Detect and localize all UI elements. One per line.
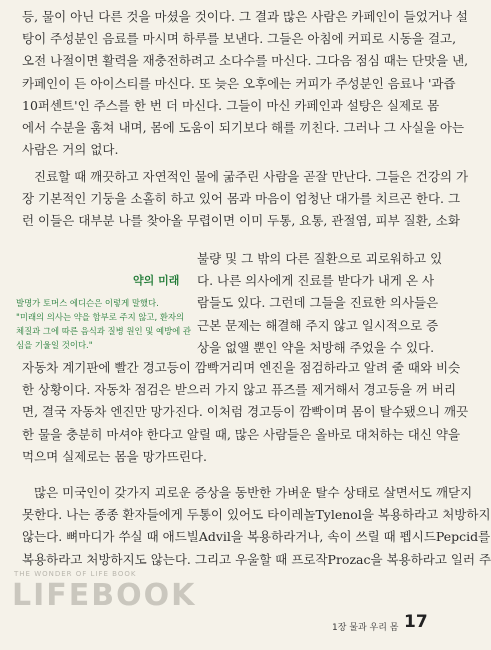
lifebook-logo: LIFEBOOK [12,578,197,613]
paragraph-2-wrap [197,248,443,359]
sidebar-line: 발명가 토머스 에디슨은 이렇게 말했다. [16,298,159,308]
text-line: 탕이 주성분인 음료를 마시며 하루를 보낸다. 그들은 아침에 커피로 시동을 걸고, [22,31,457,47]
text-line: 등, 물이 아닌 다른 것을 마셨을 것이다. 그 결과 많은 사람은 카페인이 들었거나 설 [22,9,469,24]
text-line: 사람은 거의 없다. [22,142,119,158]
text-line: 복용하라고 처방하지도 않는다. 그리고 우울할 때 프로작Prozac을 복용하라고 일러 주 [22,551,491,567]
text-line: 않는다. 뼈마디가 쑤실 때 애드빌Advil을 복용하라거나, 속이 쓰릴 때 펩시드Pepcid를 [22,529,491,545]
paragraph-1 [22,6,469,161]
sidebar-line: 심을 기울일 것이다." [16,340,93,350]
chapter-label: 1장 물과 우리 몸 [332,623,399,633]
text-line: 불량 및 그 밖의 다른 질환으로 괴로워하고 있 [197,251,443,266]
text-line: 람들도 있다. 그런데 그들을 진료한 의사들은 [197,295,439,311]
text-line: 많은 미국인이 갖가지 괴로운 증상을 동반한 가벼운 탈수 상태로 살면서도 깨닫지 [34,485,473,500]
sidebar-title: 약의 미래 [133,274,180,287]
text-line: 상을 없앨 뿐인 약을 처방해 주었을 수 있다. [197,339,435,355]
text-line: 장 기본적인 기둥을 소홀히 하고 있어 몸과 마음이 엄청난 대가를 치르곤 한다. 그 [22,191,461,207]
paragraph-4 [22,482,491,571]
logo-subtitle: THE WONDER OF LIFE BOOK [14,570,137,578]
text-line: 못한다. 나는 종종 환자들에게 두통이 있어도 타이레놀Tylenol을 복용하라고 처방하지 [22,507,491,523]
sidebar-line: 체질과 그에 따른 음식과 질병 원인 및 예방에 관 [16,326,192,336]
paragraph-2 [22,166,469,233]
sidebar-line: "미래의 의사는 약을 함부로 주지 않고, 환자의 [16,312,185,322]
paragraph-3 [22,357,469,468]
sidebar-quote [16,296,192,352]
text-line: 먹으며 실제로는 몸을 망가뜨린다. [22,448,207,464]
text-line: 한 물을 충분히 마셔야 한다고 알릴 때, 많은 사람들은 올바로 대처하는 대신 약을 [22,426,461,442]
text-line: 카페인이 든 아이스티를 마신다. 또 늦은 오후에는 커피가 주성분인 음료나 '과즙 [22,75,456,91]
text-line: 근본 문제는 해결해 주지 않고 일시적으로 증 [197,317,439,333]
text-line: 런 이들은 대부분 나를 찾아올 무렵이면 이미 두통, 요통, 관절염, 피부 질환, 소화 [22,213,460,229]
text-line: 10퍼센트'인 주스를 한 번 더 마신다. 그들이 마신 카페인과 설탕은 실제로 몸 [22,97,440,113]
text-line: 오전 나절이면 활력을 재충전하려고 소다수를 마신다. 그다음 점심 때는 단맛을 낸, [22,53,469,69]
text-line: 면, 결국 자동차 엔진만 망가진다. 이처럼 경고등이 깜빡이며 몸이 탈수됐으니 깨끗 [22,404,469,420]
text-line: 다. 나른 의사에게 진료를 받다가 내게 온 사 [197,273,435,289]
text-line: 자동차 계기판에 빨간 경고등이 깜빡거리며 엔진을 점검하라고 알려 줄 때와 비슷 [22,360,461,375]
text-line: 진료할 때 깨끗하고 자연적인 물에 굶주린 사람을 곧잘 만난다. 그들은 건강의 가 [34,169,469,184]
text-line: 한 상황이다. 자동차 점검은 받으러 가지 않고 퓨즈를 제거해서 경고등을 꺼 버리 [22,382,457,398]
text-line: 에서 수분을 훔쳐 내며, 몸에 도움이 되기보다 해를 끼친다. 그러나 그 사실을 아는 [22,119,465,135]
page-number: 17 [404,612,428,632]
